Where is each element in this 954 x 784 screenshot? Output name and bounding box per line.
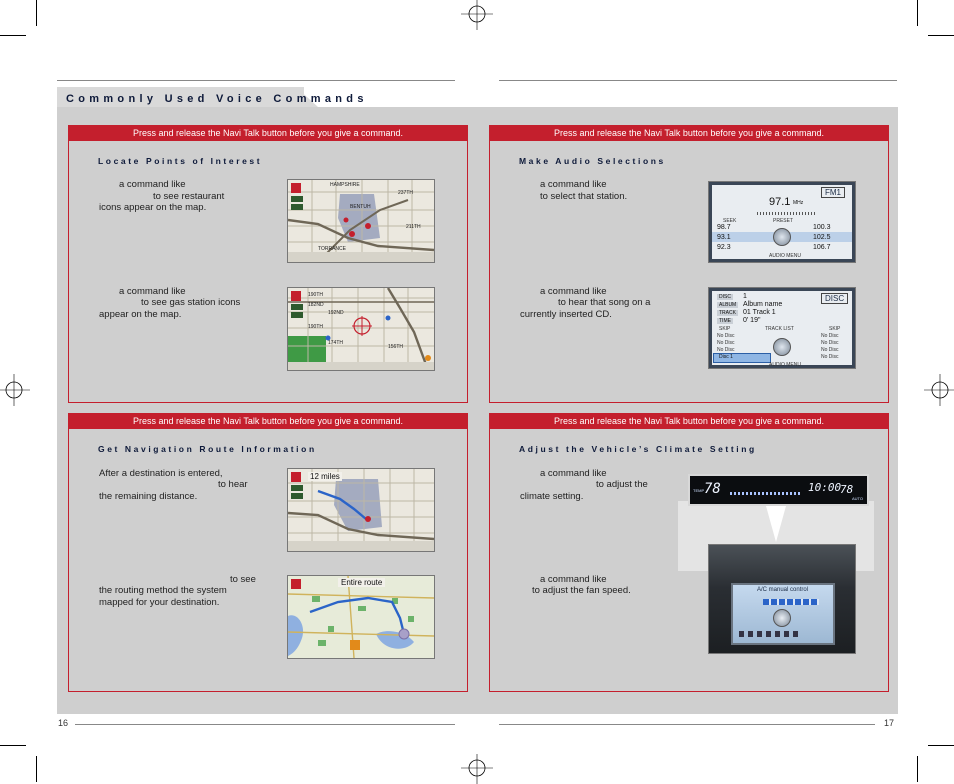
registration-mark-icon: [0, 374, 32, 406]
disc-info-value: 0' 19": [743, 317, 761, 324]
map-street-label: 156TH: [388, 344, 404, 350]
instruction-text: a command like: [540, 574, 607, 585]
right-temperature: 78: [840, 483, 854, 496]
map-street-label: 192ND: [328, 310, 344, 316]
auto-label: AUTO: [852, 496, 864, 501]
panel-navigation-route: [68, 413, 468, 692]
temp-label: TEMP: [693, 488, 705, 493]
track-list-button[interactable]: TRACK LIST: [765, 326, 794, 332]
disc-slot[interactable]: No Disc: [821, 333, 839, 339]
page-number-right: 17: [884, 718, 895, 728]
instruction-text: to hear that song on a: [558, 297, 651, 308]
instruction-text: After a destination is entered,: [99, 468, 223, 479]
top-rule: [499, 80, 897, 81]
panel-header: Press and release the Navi Talk button before you give a command.: [69, 414, 467, 429]
map-street-label: TORRANCE: [318, 246, 346, 252]
registration-mark-icon: [461, 0, 493, 32]
crop-mark: [36, 756, 37, 782]
panel-title: Locate Points of Interest: [98, 156, 263, 166]
crop-mark: [36, 0, 37, 26]
disc-mode-label: DISC: [821, 293, 848, 304]
panel-title: Adjust the Vehicle’s Climate Setting: [519, 444, 757, 454]
map-street-label: 182ND: [308, 302, 324, 308]
registration-mark-icon: [461, 752, 493, 784]
skip-button[interactable]: SKIP: [719, 326, 731, 332]
band-label: FM1: [821, 187, 845, 198]
radio-screenshot: [708, 181, 856, 263]
audio-menu-button[interactable]: AUDIO MENU: [769, 362, 801, 368]
preset-button[interactable]: 92.3: [717, 244, 731, 251]
map-screenshot-restaurants: [287, 179, 435, 263]
panel-title: Get Navigation Route Information: [98, 444, 317, 454]
preset-button[interactable]: 98.7: [717, 224, 731, 231]
instruction-text: to select that station.: [540, 191, 628, 202]
instruction-text: climate setting.: [520, 491, 584, 502]
preset-button[interactable]: 106.7: [813, 244, 831, 251]
preset-button[interactable]: 93.1: [717, 234, 731, 241]
instruction-text: a command like: [119, 286, 186, 297]
climate-mode-icons: [739, 631, 799, 637]
map-street-label: HAMPSHIRE: [330, 182, 360, 188]
instruction-text: to see restaurant: [153, 191, 225, 202]
panel-title: Make Audio Selections: [519, 156, 666, 166]
tuning-bar: [757, 212, 817, 215]
instruction-text: a command like: [540, 179, 607, 190]
map-street-label: 174TH: [328, 340, 344, 346]
instruction-text: a command like: [119, 179, 186, 190]
panel-points-of-interest: [68, 125, 468, 403]
crop-mark: [0, 35, 26, 36]
map-screenshot-gas-stations: [287, 287, 435, 371]
disc-slot[interactable]: Disc 1: [719, 354, 733, 360]
climate-screen: [731, 583, 835, 645]
instruction-text: to hear: [218, 479, 248, 490]
disc-slot[interactable]: No Disc: [821, 340, 839, 346]
fan-dial-icon: [773, 609, 791, 627]
page-number-left: 16: [58, 718, 69, 728]
instruction-text: to adjust the: [596, 479, 648, 490]
disc-slot[interactable]: No Disc: [821, 347, 839, 353]
distance-readout: 12 miles: [310, 472, 340, 481]
instruction-text: the routing method the system: [99, 585, 227, 596]
instruction-text: to see gas station icons: [141, 297, 241, 308]
panel-audio-selections: [489, 125, 889, 403]
audio-menu-button[interactable]: AUDIO MENU: [769, 253, 801, 259]
preset-button[interactable]: 102.5: [813, 234, 831, 241]
disc-slot[interactable]: No Disc: [717, 333, 735, 339]
clock-readout: 10:00: [808, 481, 842, 494]
disc-info-key: DISC: [719, 294, 731, 300]
climate-status-bar: [730, 492, 800, 495]
instruction-text: the remaining distance.: [99, 491, 198, 502]
interface-dial-icon: [773, 228, 791, 246]
disc-screenshot: [708, 287, 856, 369]
panel-header: Press and release the Navi Talk button before you give a command.: [490, 126, 888, 141]
fan-speed-bar: [763, 599, 819, 605]
disc-slot[interactable]: No Disc: [717, 340, 735, 346]
instruction-text: a command like: [540, 286, 607, 297]
top-rule: [57, 80, 455, 81]
preset-button[interactable]: 100.3: [813, 224, 831, 231]
panel-header: Press and release the Navi Talk button before you give a command.: [490, 414, 888, 429]
left-temperature: 78: [704, 481, 721, 497]
preset-label: PRESET: [773, 218, 794, 224]
climate-control-photo: [708, 544, 856, 654]
crop-mark: [928, 35, 954, 36]
registration-mark-icon: [922, 374, 954, 406]
bottom-rule: [75, 724, 455, 725]
route-view-title: Entire route: [338, 578, 385, 587]
map-screenshot-entire-route: [287, 575, 435, 659]
crop-mark: [917, 0, 918, 26]
disc-slot[interactable]: No Disc: [717, 347, 735, 353]
bottom-rule: [499, 724, 875, 725]
frequency-unit: MHz: [793, 200, 804, 206]
panel-header: Press and release the Navi Talk button before you give a command.: [69, 126, 467, 141]
disc-info-key: TIME: [719, 318, 731, 324]
climate-callout-pointer: [766, 506, 786, 542]
map-street-label: 237TH: [398, 190, 414, 196]
crop-mark: [0, 745, 26, 746]
disc-info-key: TRACK: [719, 310, 736, 316]
section-title: Commonly Used Voice Commands: [66, 93, 368, 105]
disc-info-key: ALBUM: [719, 302, 737, 308]
map-street-label: 190TH: [308, 292, 324, 298]
map-street-label: 211TH: [406, 224, 421, 230]
instruction-text: currently inserted CD.: [520, 309, 612, 320]
climate-display: [688, 474, 869, 506]
instruction-text: a command like: [540, 468, 607, 479]
disc-info-value: 1: [743, 293, 747, 300]
disc-slot[interactable]: No Disc: [821, 354, 839, 360]
crop-mark: [928, 745, 954, 746]
map-street-label: BENTUH: [350, 204, 371, 210]
skip-button[interactable]: SKIP: [829, 326, 841, 332]
frequency-label: 97.1: [769, 196, 791, 208]
ac-manual-control-title: A/C manual control: [757, 587, 809, 593]
disc-info-value: Album name: [743, 301, 783, 308]
instruction-text: icons appear on the map.: [99, 202, 207, 213]
instruction-text: to see: [230, 574, 256, 585]
map-screenshot-remaining-distance: [287, 468, 435, 552]
instruction-text: appear on the map.: [99, 309, 182, 320]
interface-dial-icon: [773, 338, 791, 356]
seek-button[interactable]: SEEK: [723, 218, 737, 224]
crop-mark: [917, 756, 918, 782]
instruction-text: to adjust the fan speed.: [532, 585, 631, 596]
instruction-text: mapped for your destination.: [99, 597, 220, 608]
map-street-label: 190TH: [308, 324, 324, 330]
disc-info-value: 01 Track 1: [743, 309, 776, 316]
